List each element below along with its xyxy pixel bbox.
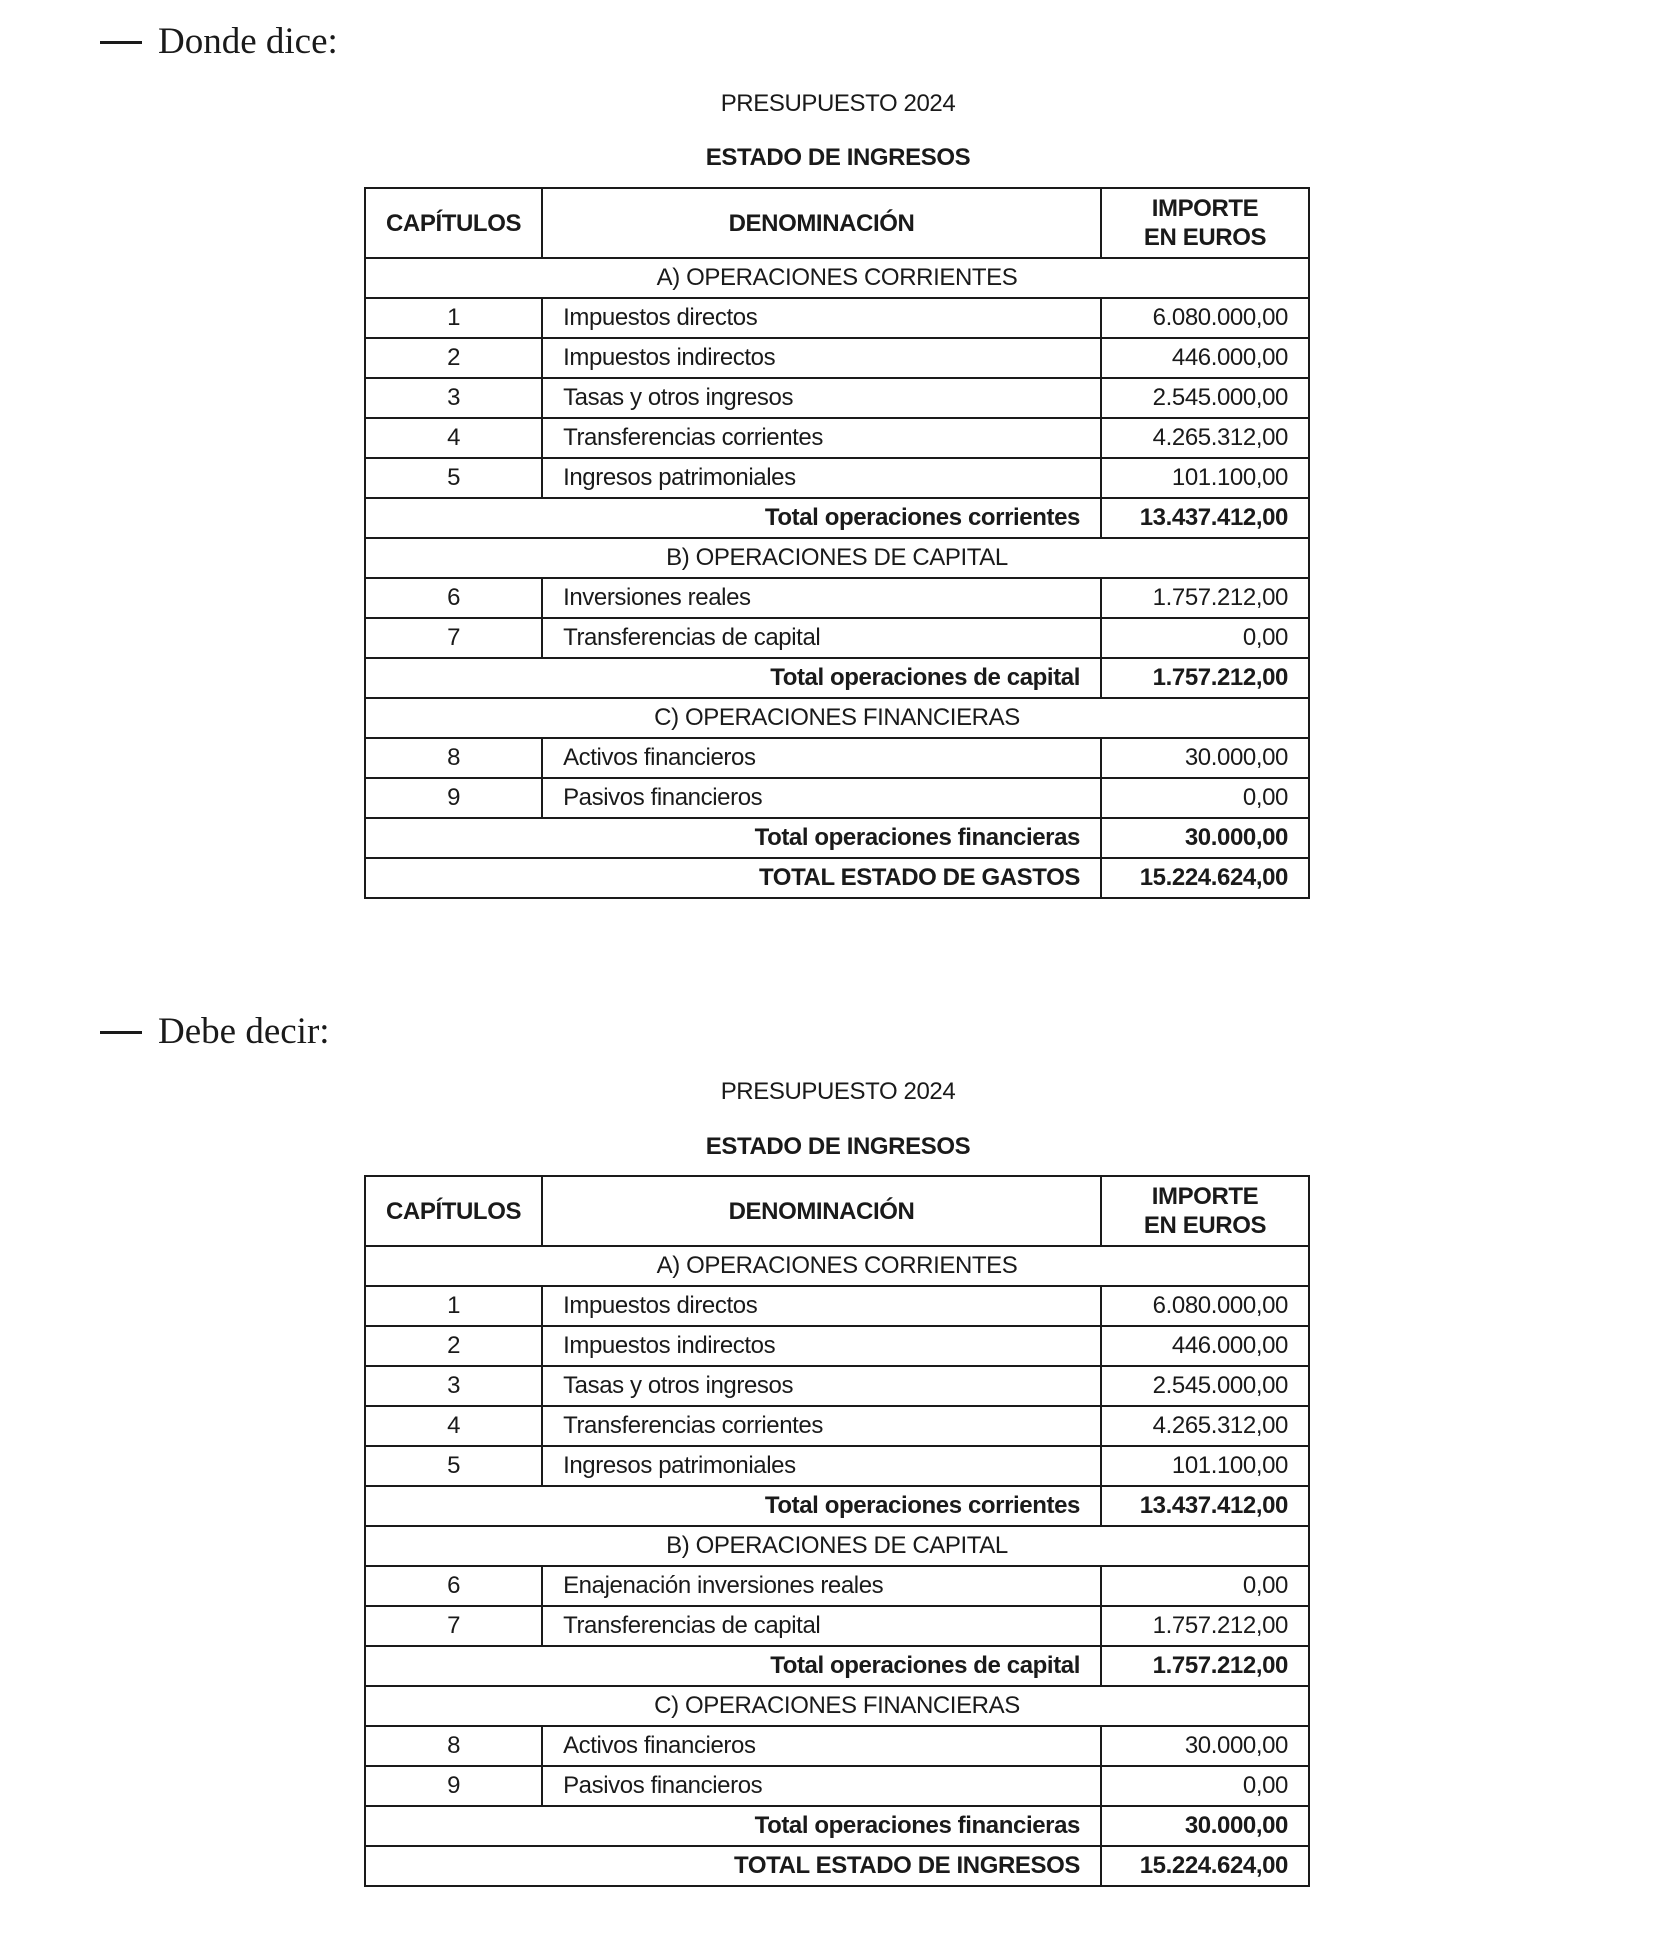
- total-amount: 15.224.624,00: [1101, 1846, 1309, 1886]
- amount-header: IMPORTE EN EUROS: [1101, 188, 1309, 258]
- section-label: B) OPERACIONES DE CAPITAL: [365, 538, 1309, 578]
- dash: [100, 41, 142, 44]
- amount-header: IMPORTE EN EUROS: [1101, 1176, 1309, 1246]
- denomination: Activos financieros: [542, 738, 1101, 778]
- section-row: [365, 1526, 1309, 1566]
- total-label: Total operaciones de capital: [365, 1646, 1101, 1686]
- amount: 2.545.000,00: [1101, 1366, 1309, 1406]
- total-row: [365, 858, 1309, 898]
- amount: 30.000,00: [1101, 738, 1309, 778]
- total-amount: 15.224.624,00: [1101, 858, 1309, 898]
- total-label: Total operaciones financieras: [365, 1806, 1101, 1846]
- denomination: Enajenación inversiones reales: [542, 1566, 1101, 1606]
- amount: 1.757.212,00: [1101, 1606, 1309, 1646]
- amount: 6.080.000,00: [1101, 298, 1309, 338]
- denomination: Ingresos patrimoniales: [542, 1446, 1101, 1486]
- section-label: A) OPERACIONES CORRIENTES: [365, 258, 1309, 298]
- section-label: C) OPERACIONES FINANCIERAS: [365, 698, 1309, 738]
- intro-label: Donde dice:: [158, 21, 338, 62]
- chapter-number: 2: [365, 338, 542, 378]
- total-row: [365, 818, 1309, 858]
- name-header: DENOMINACIÓN: [542, 188, 1101, 258]
- total-amount: 30.000,00: [1101, 818, 1309, 858]
- table-row: [365, 1566, 1309, 1606]
- denomination: Transferencias corrientes: [542, 1406, 1101, 1446]
- chapter-number: 8: [365, 1726, 542, 1766]
- total-row: [365, 498, 1309, 538]
- table-row: [365, 1366, 1309, 1406]
- section-label: B) OPERACIONES DE CAPITAL: [365, 1526, 1309, 1566]
- chapter-number: 6: [365, 1566, 542, 1606]
- amount: 0,00: [1101, 1566, 1309, 1606]
- total-row: [365, 1486, 1309, 1526]
- total-amount: 30.000,00: [1101, 1806, 1309, 1846]
- section-row: [365, 538, 1309, 578]
- chapter-number: 9: [365, 778, 542, 818]
- amount: 101.100,00: [1101, 458, 1309, 498]
- table-row: [365, 578, 1309, 618]
- header-row: [365, 1176, 1309, 1246]
- header-row: [365, 188, 1309, 258]
- denomination: Tasas y otros ingresos: [542, 378, 1101, 418]
- chapter-number: 7: [365, 618, 542, 658]
- total-label: TOTAL ESTADO DE GASTOS: [365, 858, 1101, 898]
- amount: 6.080.000,00: [1101, 1286, 1309, 1326]
- name-header: DENOMINACIÓN: [542, 1176, 1101, 1246]
- denomination: Impuestos indirectos: [542, 338, 1101, 378]
- denomination: Pasivos financieros: [542, 778, 1101, 818]
- total-label: TOTAL ESTADO DE INGRESOS: [365, 1846, 1101, 1886]
- denomination: Impuestos indirectos: [542, 1326, 1101, 1366]
- total-amount: 13.437.412,00: [1101, 1486, 1309, 1526]
- denomination: Activos financieros: [542, 1726, 1101, 1766]
- section-row: [365, 258, 1309, 298]
- table-row: [365, 418, 1309, 458]
- table-row: [365, 778, 1309, 818]
- table-row: [365, 298, 1309, 338]
- chapter-number: 4: [365, 1406, 542, 1446]
- intro-label: Debe decir:: [158, 1011, 330, 1052]
- section-label: A) OPERACIONES CORRIENTES: [365, 1246, 1309, 1286]
- total-amount: 13.437.412,00: [1101, 498, 1309, 538]
- chapter-number: 1: [365, 298, 542, 338]
- denomination: Pasivos financieros: [542, 1766, 1101, 1806]
- denomination: Tasas y otros ingresos: [542, 1366, 1101, 1406]
- total-row: [365, 1646, 1309, 1686]
- table-row: [365, 1726, 1309, 1766]
- chapter-header: CAPÍTULOS: [365, 1176, 542, 1246]
- statement-title: ESTADO DE INGRESOS: [705, 144, 971, 171]
- amount: 30.000,00: [1101, 1726, 1309, 1766]
- total-label: Total operaciones financieras: [365, 818, 1101, 858]
- chapter-number: 3: [365, 378, 542, 418]
- chapter-number: 6: [365, 578, 542, 618]
- chapter-number: 7: [365, 1606, 542, 1646]
- amount: 446.000,00: [1101, 1326, 1309, 1366]
- total-row: [365, 658, 1309, 698]
- amount: 1.757.212,00: [1101, 578, 1309, 618]
- chapter-number: 5: [365, 458, 542, 498]
- statement-title: ESTADO DE INGRESOS: [705, 1133, 971, 1160]
- table-row: [365, 338, 1309, 378]
- section-row: [365, 698, 1309, 738]
- budget-title: PRESUPUESTO 2024: [720, 90, 956, 117]
- table-row: [365, 1406, 1309, 1446]
- table-row: [365, 378, 1309, 418]
- chapter-number: 4: [365, 418, 542, 458]
- section-row: [365, 1686, 1309, 1726]
- table-row: [365, 1446, 1309, 1486]
- chapter-number: 3: [365, 1366, 542, 1406]
- chapter-number: 2: [365, 1326, 542, 1366]
- table-row: [365, 1606, 1309, 1646]
- total-amount: 1.757.212,00: [1101, 1646, 1309, 1686]
- table-row: [365, 1286, 1309, 1326]
- denomination: Impuestos directos: [542, 298, 1101, 338]
- amount: 446.000,00: [1101, 338, 1309, 378]
- total-row: [365, 1846, 1309, 1886]
- denomination: Transferencias de capital: [542, 1606, 1101, 1646]
- total-label: Total operaciones corrientes: [365, 1486, 1101, 1526]
- chapter-number: 8: [365, 738, 542, 778]
- amount: 2.545.000,00: [1101, 378, 1309, 418]
- amount: 0,00: [1101, 1766, 1309, 1806]
- chapter-number: 5: [365, 1446, 542, 1486]
- table-row: [365, 1326, 1309, 1366]
- chapter-number: 1: [365, 1286, 542, 1326]
- amount: 4.265.312,00: [1101, 418, 1309, 458]
- denomination: Ingresos patrimoniales: [542, 458, 1101, 498]
- table-row: [365, 458, 1309, 498]
- intro-corrected: [100, 1010, 330, 1053]
- total-row: [365, 1806, 1309, 1846]
- chapter-header: CAPÍTULOS: [365, 188, 542, 258]
- budget-title: PRESUPUESTO 2024: [720, 1078, 956, 1105]
- table-row: [365, 1766, 1309, 1806]
- denomination: Transferencias de capital: [542, 618, 1101, 658]
- intro-original: [100, 20, 338, 63]
- table-row: [365, 738, 1309, 778]
- section-row: [365, 1246, 1309, 1286]
- total-amount: 1.757.212,00: [1101, 658, 1309, 698]
- budget-table-corrected: [364, 1175, 1310, 1887]
- total-label: Total operaciones corrientes: [365, 498, 1101, 538]
- denomination: Transferencias corrientes: [542, 418, 1101, 458]
- dash: [100, 1031, 142, 1034]
- amount: 4.265.312,00: [1101, 1406, 1309, 1446]
- table-row: [365, 618, 1309, 658]
- total-label: Total operaciones de capital: [365, 658, 1101, 698]
- amount: 101.100,00: [1101, 1446, 1309, 1486]
- denomination: Inversiones reales: [542, 578, 1101, 618]
- budget-table-original: [364, 187, 1310, 899]
- denomination: Impuestos directos: [542, 1286, 1101, 1326]
- section-label: C) OPERACIONES FINANCIERAS: [365, 1686, 1309, 1726]
- chapter-number: 9: [365, 1766, 542, 1806]
- amount: 0,00: [1101, 618, 1309, 658]
- amount: 0,00: [1101, 778, 1309, 818]
